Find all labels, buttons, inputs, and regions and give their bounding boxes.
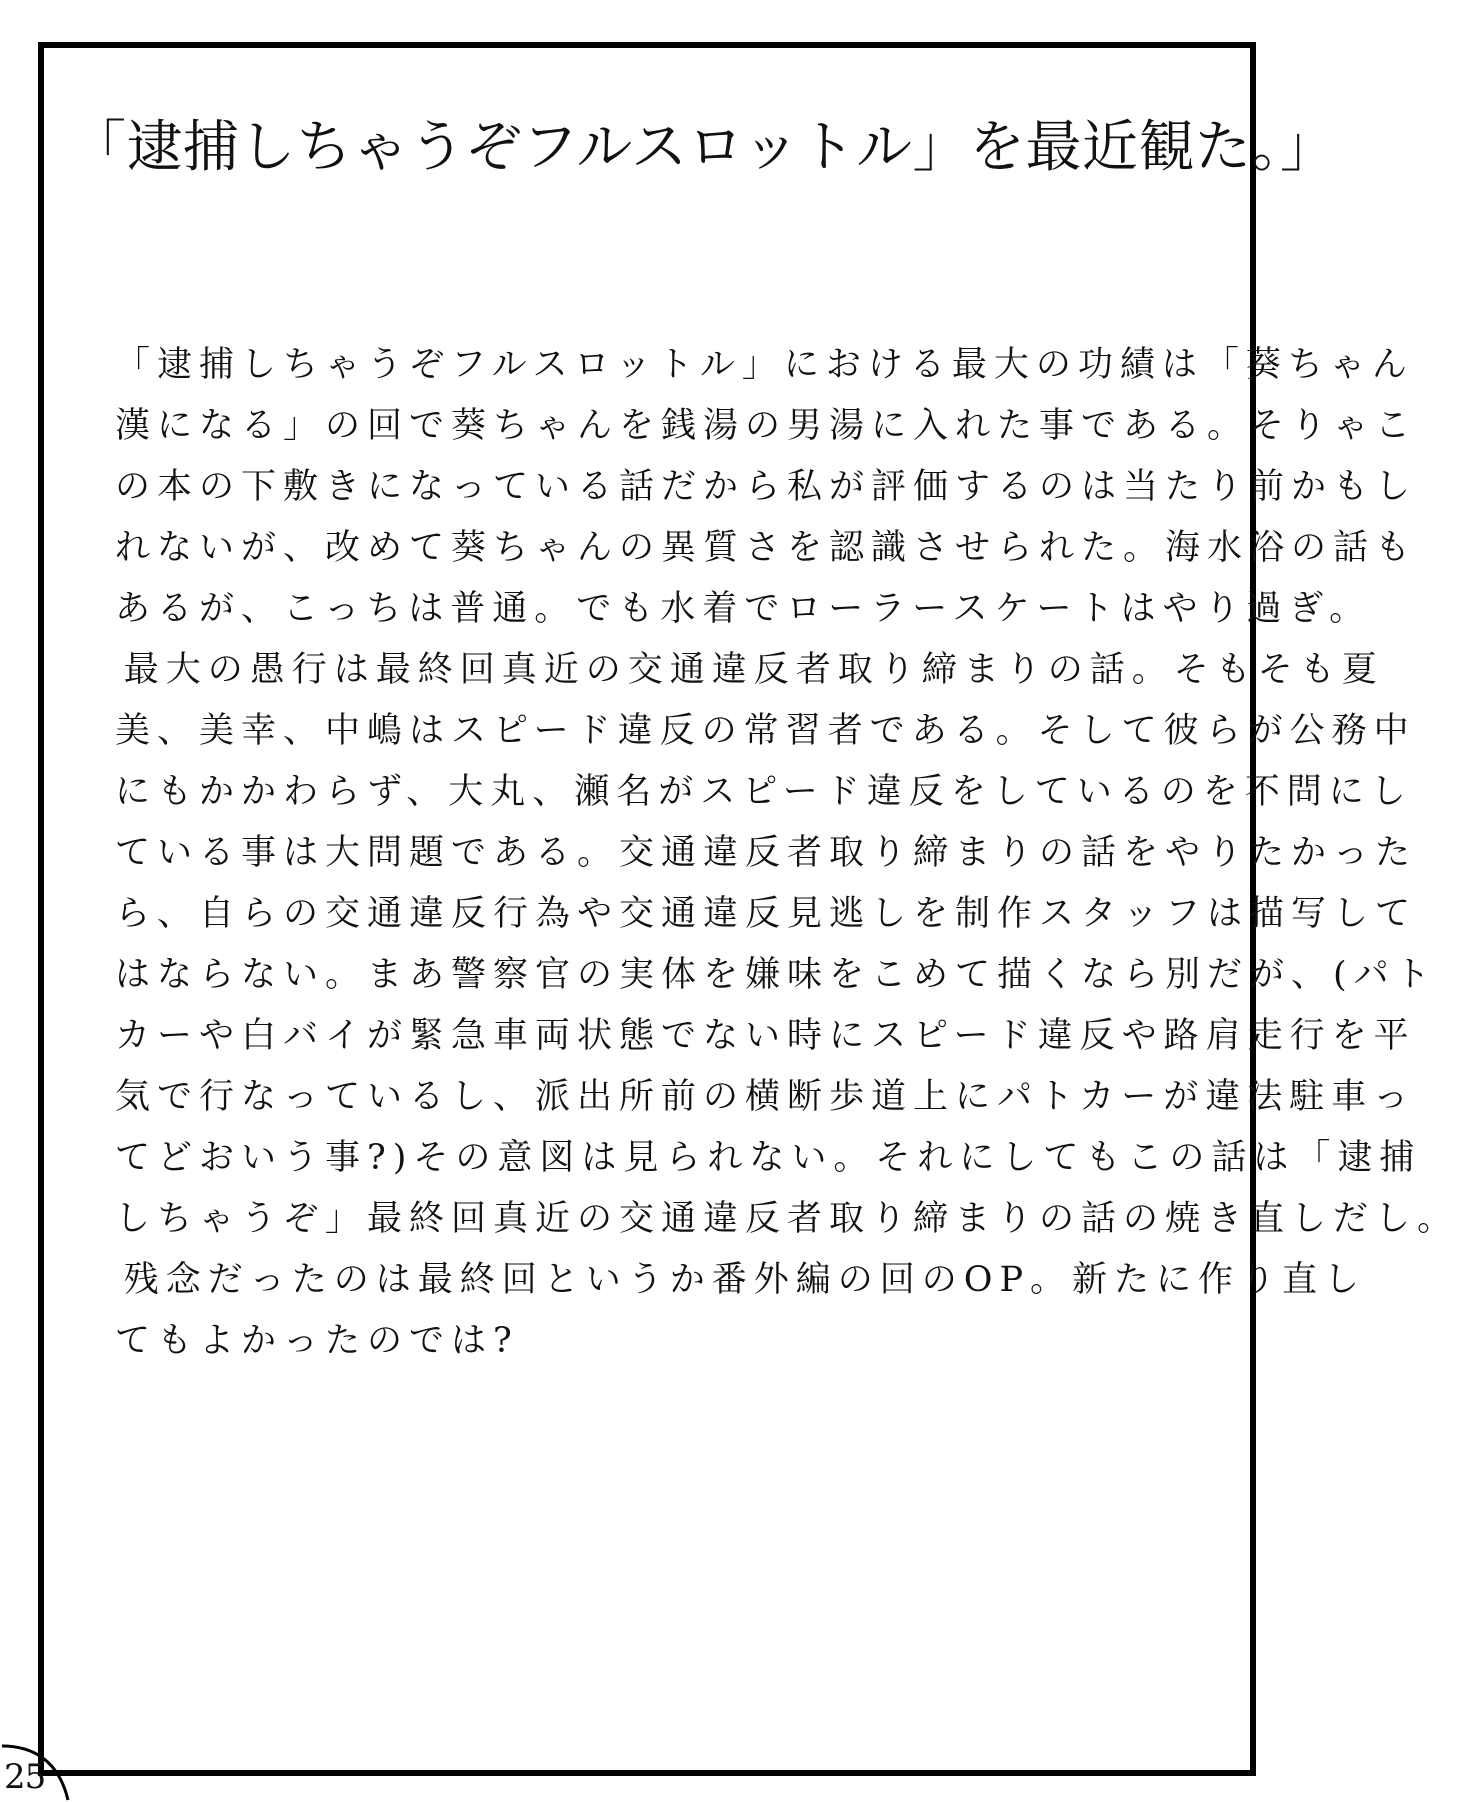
body-line: はならない。まあ警察官の実体を嫌味をこめて描くなら別だが、(パト — [115, 955, 1437, 995]
page-title: 「逮捕しちゃうぞフルスロットル」を最近観た。」 — [70, 115, 1337, 180]
body-line: カーや白バイが緊急車両状態でない時にスピード違反や路肩走行を平 — [115, 1016, 1416, 1056]
page-number: 25 — [4, 1757, 46, 1797]
article-body — [115, 335, 1459, 1372]
body-line: 気で行なっているし、派出所前の横断歩道上にパトカーが違法駐車っ — [115, 1077, 1416, 1117]
body-line: あるが、こっちは普通。でも水着でローラースケートはやり過ぎ。 — [115, 589, 1372, 629]
body-line: ている事は大問題である。交通違反者取り締まりの話をやりたかった — [115, 833, 1418, 873]
body-line: 美、美幸、中嶋はスピード違反の常習者である。そして彼らが公務中 — [115, 711, 1416, 751]
body-line: てもよかったのでは? — [115, 1321, 519, 1361]
body-line: 残念だったのは最終回というか番外編の回のOP。新たに作り直し — [123, 1260, 1366, 1300]
body-line: ら、自らの交通違反行為や交通違反見逃しを制作スタッフは描写して — [115, 894, 1418, 934]
body-line: てどおいう事?)その意図は見られない。それにしてもこの話は「逮捕 — [115, 1138, 1422, 1178]
body-line: れないが、改めて葵ちゃんの異質さを認識させられた。海水浴の話も — [115, 528, 1418, 568]
body-line: の本の下敷きになっている話だから私が評価するのは当たり前かもし — [115, 467, 1418, 507]
body-line: 「逮捕しちゃうぞフルスロットル」における最大の功績は「葵ちゃん — [115, 345, 1414, 385]
body-line: 最大の愚行は最終回真近の交通違反者取り締まりの話。そもそも夏 — [123, 650, 1384, 690]
body-line: にもかかわらず、大丸、瀬名がスピード違反をしているのを不問にし — [115, 772, 1413, 812]
body-line: しちゃうぞ」最終回真近の交通違反者取り締まりの話の焼き直しだし。 — [115, 1199, 1459, 1239]
body-line: 漢になる」の回で葵ちゃんを銭湯の男湯に入れた事である。そりゃこ — [115, 406, 1418, 446]
